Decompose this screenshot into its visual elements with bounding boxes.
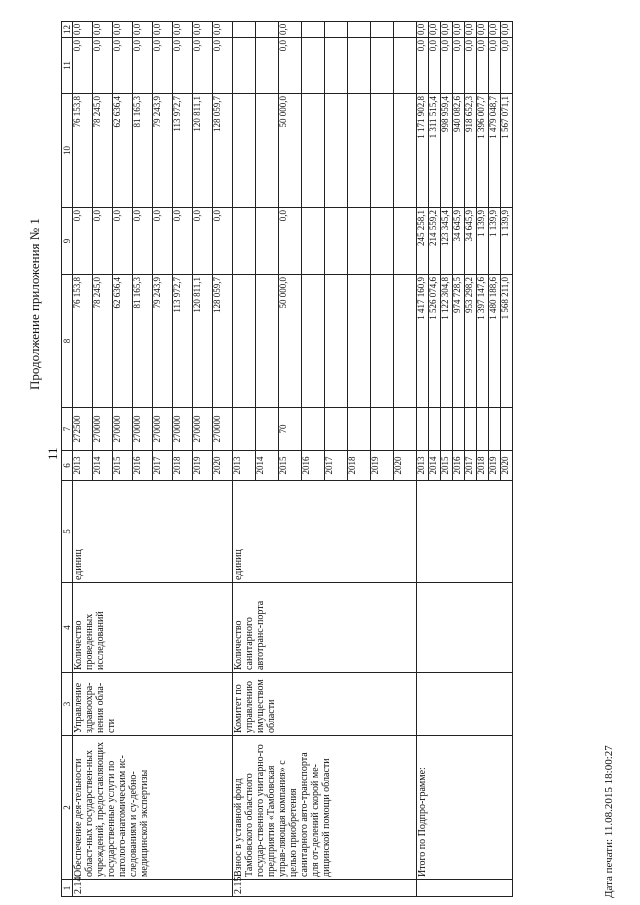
column-header: 1 (62, 880, 73, 897)
target-cell (371, 408, 394, 451)
target-cell: 270000 (193, 408, 213, 451)
target-cell (348, 408, 371, 451)
loc-cell: 0,0 (173, 38, 193, 94)
other-cell (394, 22, 417, 38)
other-cell: 0,0 (193, 22, 213, 38)
fed-cell: 34 645,9 (465, 208, 477, 275)
total-cell (256, 275, 279, 408)
column-header: 9 (62, 208, 73, 275)
target-cell: 272500 (73, 408, 93, 451)
year-cell: 2019 (371, 451, 394, 481)
year-cell: 2020 (501, 451, 513, 481)
fed-cell: 1 139,9 (489, 208, 501, 275)
loc-cell: 0,0 (279, 38, 302, 94)
total-cell: 1 417 160,9 (417, 275, 429, 408)
column-header: 11 (62, 38, 73, 94)
total-cell: 1 397 147,6 (477, 275, 489, 408)
fed-cell: 0,0 (113, 208, 133, 275)
other-cell (256, 22, 279, 38)
target-cell: 270000 (213, 408, 233, 451)
year-cell: 2018 (348, 451, 371, 481)
total-cell: 78 245,0 (93, 275, 113, 408)
other-cell: 0,0 (453, 22, 465, 38)
fed-cell (233, 208, 256, 275)
year-cell: 2016 (133, 451, 153, 481)
other-cell: 0,0 (501, 22, 513, 38)
loc-cell: 0,0 (213, 38, 233, 94)
total-cell: 1 122 304,8 (441, 275, 453, 408)
year-cell: 2017 (325, 451, 348, 481)
item-name-cell: Итого по Подпро-грамме: (417, 736, 513, 880)
other-cell: 0,0 (73, 22, 93, 38)
year-cell: 2013 (73, 451, 93, 481)
loc-cell: 0,0 (441, 38, 453, 94)
reg-cell: 76 153,8 (73, 94, 93, 208)
fed-cell: 245 258,1 (417, 208, 429, 275)
total-cell: 1 526 074,6 (429, 275, 441, 408)
other-cell (371, 22, 394, 38)
reg-cell: 78 245,0 (93, 94, 113, 208)
total-cell: 974 728,5 (453, 275, 465, 408)
loc-cell (233, 38, 256, 94)
fed-cell (325, 208, 348, 275)
item-number-cell: 2.15. (233, 880, 417, 897)
reg-cell: 62 636,4 (113, 94, 133, 208)
year-cell: 2016 (453, 451, 465, 481)
table-row (73, 22, 93, 897)
print-date: Дата печати: 11.08.2015 18:00:27 (603, 745, 615, 898)
reg-cell: 81 165,3 (133, 94, 153, 208)
reg-cell (325, 94, 348, 208)
reg-cell (394, 94, 417, 208)
table-body (62, 22, 513, 897)
target-cell (477, 408, 489, 451)
executor-cell (417, 673, 513, 736)
fed-cell (256, 208, 279, 275)
total-cell: 120 811,1 (193, 275, 213, 408)
target-cell (325, 408, 348, 451)
column-header: 6 (62, 451, 73, 481)
executor-cell: Управление здравоохра-нения обла-сти (73, 673, 233, 736)
page-number: 11 (45, 447, 60, 460)
target-cell: 70 (279, 408, 302, 451)
fed-cell (302, 208, 325, 275)
reg-cell: 998 959,4 (441, 94, 453, 208)
reg-cell: 1 396 007,7 (477, 94, 489, 208)
total-cell (394, 275, 417, 408)
unit-cell: единиц (73, 481, 233, 583)
reg-cell: 1 479 048,7 (489, 94, 501, 208)
other-cell: 0,0 (133, 22, 153, 38)
year-cell: 2013 (417, 451, 429, 481)
target-cell (233, 408, 256, 451)
year-cell: 2018 (173, 451, 193, 481)
loc-cell: 0,0 (429, 38, 441, 94)
loc-cell: 0,0 (489, 38, 501, 94)
year-cell: 2013 (233, 451, 256, 481)
column-header: 2 (62, 736, 73, 880)
reg-cell (302, 94, 325, 208)
program-table (61, 21, 513, 897)
year-cell: 2015 (441, 451, 453, 481)
total-cell: 1 568 211,0 (501, 275, 513, 408)
fed-cell: 1 139,9 (501, 208, 513, 275)
item-number-cell: 2.14. (73, 880, 233, 897)
other-cell: 0,0 (441, 22, 453, 38)
other-cell (233, 22, 256, 38)
total-cell: 50 000,0 (279, 275, 302, 408)
year-cell: 2020 (394, 451, 417, 481)
fed-cell (348, 208, 371, 275)
target-cell: 270000 (113, 408, 133, 451)
other-cell: 0,0 (489, 22, 501, 38)
other-cell (302, 22, 325, 38)
year-cell: 2015 (113, 451, 133, 481)
executor-cell: Комитет по управлению имуществом области (233, 673, 417, 736)
target-cell: 270000 (153, 408, 173, 451)
loc-cell: 0,0 (113, 38, 133, 94)
total-cell (233, 275, 256, 408)
fed-cell: 0,0 (153, 208, 173, 275)
column-header: 7 (62, 408, 73, 451)
indicator-cell: Количество санитарного автотранс-порта (233, 583, 417, 673)
total-cell: 81 165,3 (133, 275, 153, 408)
other-cell: 0,0 (153, 22, 173, 38)
fed-cell: 0,0 (173, 208, 193, 275)
loc-cell: 0,0 (501, 38, 513, 94)
target-cell (441, 408, 453, 451)
fed-cell: 0,0 (93, 208, 113, 275)
reg-cell (348, 94, 371, 208)
column-header: 10 (62, 94, 73, 208)
loc-cell: 0,0 (133, 38, 153, 94)
target-cell (429, 408, 441, 451)
target-cell: 270000 (93, 408, 113, 451)
loc-cell: 0,0 (193, 38, 213, 94)
reg-cell (233, 94, 256, 208)
other-cell: 0,0 (279, 22, 302, 38)
reg-cell: 1 567 071,1 (501, 94, 513, 208)
loc-cell: 0,0 (93, 38, 113, 94)
column-header: 8 (62, 275, 73, 408)
loc-cell: 0,0 (73, 38, 93, 94)
reg-cell (371, 94, 394, 208)
fed-cell: 1 139,9 (477, 208, 489, 275)
other-cell (348, 22, 371, 38)
item-name-cell: Обеспечение дея-тельности област-ных государствен-ных учреждений, предоставляющих государственные услуги по патолого-анатомическим ис-следованиям и су-дебно-медицинской экспертизы (73, 736, 233, 880)
loc-cell (394, 38, 417, 94)
total-cell (371, 275, 394, 408)
target-cell (256, 408, 279, 451)
fed-cell: 0,0 (73, 208, 93, 275)
unit-cell: единиц (233, 481, 417, 583)
loc-cell: 0,0 (417, 38, 429, 94)
loc-cell (348, 38, 371, 94)
item-number-cell (417, 880, 513, 897)
year-cell: 2020 (213, 451, 233, 481)
loc-cell: 0,0 (477, 38, 489, 94)
table-row (417, 22, 429, 897)
appendix-header: Продолжение приложения № 1 (27, 218, 42, 390)
year-cell: 2019 (489, 451, 501, 481)
column-header: 5 (62, 481, 73, 583)
reg-cell: 79 243,9 (153, 94, 173, 208)
fed-cell: 123 345,4 (441, 208, 453, 275)
loc-cell: 0,0 (153, 38, 173, 94)
reg-cell: 50 000,0 (279, 94, 302, 208)
other-cell: 0,0 (417, 22, 429, 38)
total-cell: 953 298,2 (465, 275, 477, 408)
other-cell: 0,0 (477, 22, 489, 38)
year-cell: 2018 (477, 451, 489, 481)
other-cell: 0,0 (93, 22, 113, 38)
loc-cell (256, 38, 279, 94)
other-cell: 0,0 (113, 22, 133, 38)
year-cell: 2014 (256, 451, 279, 481)
reg-cell: 918 652,3 (465, 94, 477, 208)
year-cell: 2017 (153, 451, 173, 481)
total-cell: 128 059,7 (213, 275, 233, 408)
total-cell (348, 275, 371, 408)
other-cell: 0,0 (465, 22, 477, 38)
other-cell (325, 22, 348, 38)
year-cell: 2015 (279, 451, 302, 481)
target-cell (453, 408, 465, 451)
target-cell (501, 408, 513, 451)
year-cell: 2014 (93, 451, 113, 481)
column-header: 4 (62, 583, 73, 673)
total-cell (325, 275, 348, 408)
reg-cell: 940 082,6 (453, 94, 465, 208)
loc-cell: 0,0 (453, 38, 465, 94)
total-cell: 1 480 188,6 (489, 275, 501, 408)
column-number-row (62, 22, 73, 897)
target-cell (465, 408, 477, 451)
indicator-cell: Количество проведенных исследований (73, 583, 233, 673)
target-cell (394, 408, 417, 451)
fed-cell: 0,0 (193, 208, 213, 275)
loc-cell (325, 38, 348, 94)
other-cell: 0,0 (173, 22, 193, 38)
total-cell (302, 275, 325, 408)
year-cell: 2017 (465, 451, 477, 481)
fed-cell: 0,0 (213, 208, 233, 275)
unit-cell (417, 481, 513, 583)
table-row (233, 22, 256, 897)
total-cell: 113 972,7 (173, 275, 193, 408)
loc-cell (371, 38, 394, 94)
total-cell: 79 243,9 (153, 275, 173, 408)
fed-cell: 214 559,2 (429, 208, 441, 275)
year-cell: 2019 (193, 451, 213, 481)
item-name-cell: Взнос в уставной фонд Тамбовского областного государ-ственного унитарно-го предприятия «Тамбовская управ-ляющая компания» с целью приобретения санитарного авто-транспорта для от-делений скорой ме-дицинской помощи области (233, 736, 417, 880)
loc-cell: 0,0 (465, 38, 477, 94)
other-cell: 0,0 (429, 22, 441, 38)
year-cell: 2016 (302, 451, 325, 481)
target-cell (489, 408, 501, 451)
column-header: 3 (62, 673, 73, 736)
total-cell: 62 636,4 (113, 275, 133, 408)
fed-cell: 0,0 (279, 208, 302, 275)
indicator-cell (417, 583, 513, 673)
column-header: 12 (62, 22, 73, 38)
target-cell: 270000 (173, 408, 193, 451)
fed-cell (371, 208, 394, 275)
other-cell: 0,0 (213, 22, 233, 38)
fed-cell: 0,0 (133, 208, 153, 275)
reg-cell: 120 811,1 (193, 94, 213, 208)
reg-cell: 1 171 902,8 (417, 94, 429, 208)
target-cell: 270000 (133, 408, 153, 451)
target-cell (302, 408, 325, 451)
loc-cell (302, 38, 325, 94)
fed-cell (394, 208, 417, 275)
total-cell: 76 153,8 (73, 275, 93, 408)
reg-cell: 113 972,7 (173, 94, 193, 208)
reg-cell: 128 059,7 (213, 94, 233, 208)
year-cell: 2014 (429, 451, 441, 481)
fed-cell: 34 645,9 (453, 208, 465, 275)
reg-cell (256, 94, 279, 208)
reg-cell: 1 311 515,4 (429, 94, 441, 208)
target-cell (417, 408, 429, 451)
